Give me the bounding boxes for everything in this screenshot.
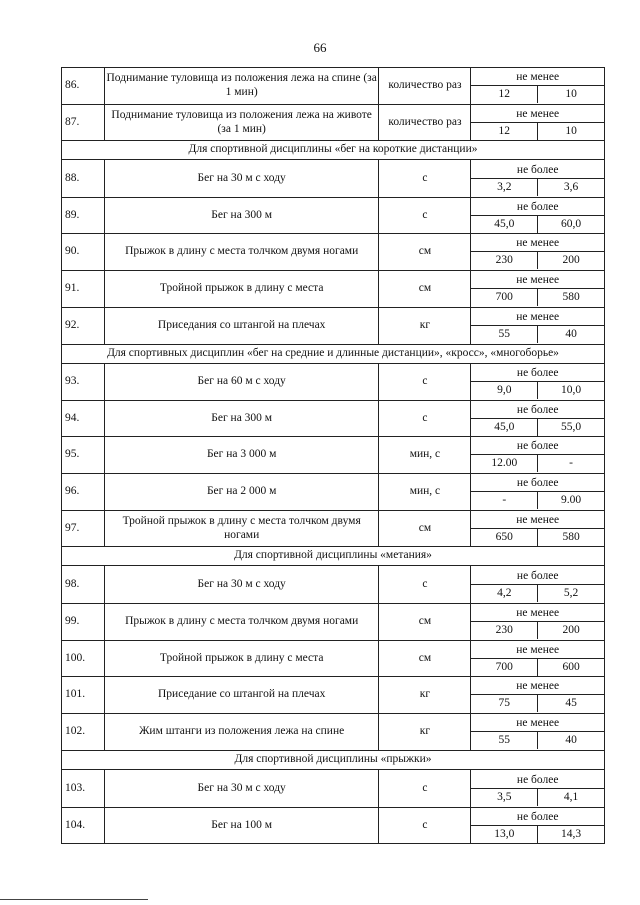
row-number: 91.	[62, 271, 105, 308]
unit: см	[379, 604, 471, 641]
exercise-name: Приседания со штангой на плечах	[104, 308, 379, 345]
norm-value-second: 60,0	[561, 217, 582, 230]
norm-value-pair	[471, 455, 604, 472]
table-row	[62, 68, 605, 105]
norm-values	[471, 770, 605, 808]
exercise-name: Бег на 3 000 м	[104, 437, 379, 474]
unit: мин, с	[379, 437, 471, 474]
norm-values	[471, 234, 605, 271]
norm-values	[471, 105, 605, 141]
norm-values	[471, 160, 605, 198]
norm-value-pair	[471, 492, 604, 509]
unit: с	[379, 401, 471, 437]
norm-value-pair	[471, 289, 604, 306]
norm-value-pair	[471, 585, 604, 602]
unit: с	[379, 808, 471, 844]
norm-value-first: 13,0	[471, 826, 538, 843]
footer-rule	[0, 899, 148, 900]
exercise-name: Жим штанги из положения лежа на спине	[104, 714, 379, 751]
norm-values	[471, 566, 605, 604]
norm-value-pair	[471, 382, 604, 399]
norm-values	[471, 641, 605, 677]
row-number: 88.	[62, 160, 105, 198]
norm-value-second: -	[569, 457, 574, 469]
norm-value-first: 3,2	[471, 179, 538, 196]
section-title: Для спортивной дисциплины «бег на короткие дистанции»	[62, 141, 605, 160]
norm-value-pair	[471, 216, 604, 233]
unit: кг	[379, 308, 471, 345]
row-number: 95.	[62, 437, 105, 474]
norm-values	[471, 677, 605, 714]
table-row	[62, 105, 605, 141]
norm-value-pair	[471, 622, 604, 639]
section-header-row	[62, 547, 605, 566]
table-row	[62, 437, 605, 474]
norm-value-pair	[471, 529, 604, 546]
norm-value-pair	[471, 789, 604, 806]
norm-value-first: 12	[471, 86, 538, 103]
unit: количество раз	[379, 68, 471, 105]
row-number: 90.	[62, 234, 105, 271]
table-row	[62, 808, 605, 844]
norm-value-second: 10,0	[561, 384, 582, 396]
norm-value-first: 12.00	[471, 455, 538, 472]
table-row	[62, 641, 605, 677]
row-number: 103.	[62, 770, 105, 808]
row-number: 96.	[62, 474, 105, 511]
norm-values	[471, 68, 605, 105]
table-row	[62, 364, 605, 401]
norm-condition: не более	[471, 568, 604, 585]
norm-value-first: 75	[471, 695, 538, 712]
norm-value-first: 55	[471, 732, 538, 749]
row-number: 86.	[62, 68, 105, 105]
row-number: 87.	[62, 105, 105, 141]
norm-value-first: 700	[471, 659, 538, 676]
norm-values	[471, 511, 605, 547]
table-row	[62, 401, 605, 437]
exercise-name: Прыжок в длину с места толчком двумя ногами	[104, 234, 379, 271]
section-title: Для спортивной дисциплины «метания»	[62, 547, 605, 566]
unit: с	[379, 198, 471, 234]
norm-value-first: 55	[471, 326, 538, 343]
norm-value-second: 10	[565, 124, 577, 137]
row-number: 104.	[62, 808, 105, 844]
exercise-name: Приседание со штангой на плечах	[104, 677, 379, 714]
norm-values	[471, 437, 605, 474]
norm-condition: не более	[471, 402, 604, 419]
table-row	[62, 770, 605, 808]
norm-value-second: 200	[562, 624, 580, 636]
exercise-name: Бег на 2 000 м	[104, 474, 379, 511]
table-row	[62, 677, 605, 714]
table-body	[62, 68, 605, 844]
norm-value-pair	[471, 252, 604, 269]
unit: см	[379, 271, 471, 308]
unit: мин, с	[379, 474, 471, 511]
exercise-name: Тройной прыжок в длину с места толчком двумя ногами	[104, 511, 379, 547]
norm-value-first: 45,0	[471, 216, 538, 233]
section-header-row	[62, 141, 605, 160]
norm-condition: не менее	[471, 272, 604, 289]
norm-value-second: 580	[562, 530, 580, 543]
row-number: 92.	[62, 308, 105, 345]
norm-value-second: 3,6	[563, 180, 579, 193]
row-number: 89.	[62, 198, 105, 234]
exercise-name: Бег на 30 м с ходу	[104, 566, 379, 604]
norm-condition: не менее	[471, 605, 604, 622]
norm-condition: не менее	[471, 309, 604, 326]
exercise-name: Бег на 60 м с ходу	[104, 364, 379, 401]
norm-value-second: 600	[562, 660, 580, 673]
exercise-name: Тройной прыжок в длину с места	[104, 641, 379, 677]
norm-value-second: 45	[565, 697, 577, 709]
norm-condition: не менее	[471, 715, 604, 732]
norm-condition: не менее	[471, 106, 604, 123]
exercise-name: Бег на 30 м с ходу	[104, 770, 379, 808]
norm-value-first: 230	[471, 622, 538, 639]
row-number: 93.	[62, 364, 105, 401]
row-number: 100.	[62, 641, 105, 677]
unit: кг	[379, 677, 471, 714]
row-number: 101.	[62, 677, 105, 714]
section-title: Для спортивной дисциплины «прыжки»	[62, 751, 605, 770]
table-row	[62, 308, 605, 345]
norm-value-first: 3,5	[471, 789, 538, 806]
exercise-name: Поднимание туловища из положения лежа на животе (за 1 мин)	[104, 105, 379, 141]
table-row	[62, 566, 605, 604]
norm-condition: не более	[471, 809, 604, 826]
norm-value-first: 4,2	[471, 585, 538, 602]
norm-value-pair	[471, 659, 604, 676]
standards-table	[61, 67, 605, 844]
norm-value-pair	[471, 86, 604, 103]
table-row	[62, 604, 605, 641]
norm-value-first: 9,0	[471, 382, 538, 399]
row-number: 98.	[62, 566, 105, 604]
norm-value-first: 12	[471, 123, 538, 140]
norm-value-first: 230	[471, 252, 538, 269]
norm-value-second: 200	[562, 254, 580, 266]
row-number: 102.	[62, 714, 105, 751]
norm-value-first: 700	[471, 289, 538, 306]
norm-value-pair	[471, 326, 604, 343]
unit: см	[379, 641, 471, 677]
norm-condition: не более	[471, 199, 604, 216]
unit: с	[379, 364, 471, 401]
exercise-name: Бег на 30 м с ходу	[104, 160, 379, 198]
table-row	[62, 198, 605, 234]
unit: с	[379, 770, 471, 808]
norm-condition: не более	[471, 162, 604, 179]
norm-value-second: 14,3	[561, 827, 582, 840]
norm-values	[471, 308, 605, 345]
section-header-row	[62, 751, 605, 770]
norm-values	[471, 198, 605, 234]
norm-value-second: 580	[562, 291, 580, 303]
norm-condition: не более	[471, 772, 604, 789]
table-row	[62, 714, 605, 751]
norm-value-second: 40	[565, 734, 577, 746]
section-title: Для спортивных дисциплин «бег на средние и длинные дистанции», «кросс», «многоборье»	[62, 345, 605, 364]
exercise-name: Поднимание туловища из положения лежа на спине (за 1 мин)	[104, 68, 379, 105]
row-number: 99.	[62, 604, 105, 641]
unit: см	[379, 234, 471, 271]
norm-condition: не менее	[471, 69, 604, 86]
norm-value-second: 9.00	[561, 494, 582, 506]
norm-value-first: 45,0	[471, 419, 538, 436]
norm-value-second: 55,0	[561, 420, 582, 433]
norm-condition: не менее	[471, 642, 604, 659]
norm-value-pair	[471, 732, 604, 749]
norm-values	[471, 474, 605, 511]
exercise-name: Прыжок в длину с места толчком двумя ногами	[104, 604, 379, 641]
norm-values	[471, 604, 605, 641]
norm-value-first: -	[471, 492, 538, 509]
norm-value-second: 10	[565, 88, 577, 100]
row-number: 97.	[62, 511, 105, 547]
norm-condition: не более	[471, 475, 604, 492]
row-number: 94.	[62, 401, 105, 437]
exercise-name: Тройной прыжок в длину с места	[104, 271, 379, 308]
norm-condition: не менее	[471, 235, 604, 252]
norm-values	[471, 808, 605, 844]
page-number: 66	[313, 40, 327, 55]
norm-condition: не менее	[471, 678, 604, 695]
section-header-row	[62, 345, 605, 364]
exercise-name: Бег на 100 м	[104, 808, 379, 844]
norm-values	[471, 714, 605, 751]
unit: количество раз	[379, 105, 471, 141]
norm-value-second: 40	[565, 328, 577, 340]
norm-value-pair	[471, 695, 604, 712]
exercise-name: Бег на 300 м	[104, 198, 379, 234]
norm-values	[471, 401, 605, 437]
table-row	[62, 271, 605, 308]
norm-value-second: 5,2	[563, 586, 579, 599]
norm-value-pair	[471, 419, 604, 436]
table-row	[62, 234, 605, 271]
norm-value-pair	[471, 826, 604, 843]
norm-value-second: 4,1	[563, 790, 579, 803]
unit: кг	[379, 714, 471, 751]
exercise-name: Бег на 300 м	[104, 401, 379, 437]
table-row	[62, 160, 605, 198]
norm-value-pair	[471, 123, 604, 140]
unit: см	[379, 511, 471, 547]
table-row	[62, 511, 605, 547]
norm-values	[471, 271, 605, 308]
norm-value-pair	[471, 179, 604, 196]
norm-values	[471, 364, 605, 401]
unit: с	[379, 566, 471, 604]
norm-condition: не менее	[471, 512, 604, 529]
unit: с	[379, 160, 471, 198]
table-row	[62, 474, 605, 511]
norm-condition: не более	[471, 365, 604, 382]
norm-condition: не более	[471, 438, 604, 455]
norm-value-first: 650	[471, 529, 538, 546]
